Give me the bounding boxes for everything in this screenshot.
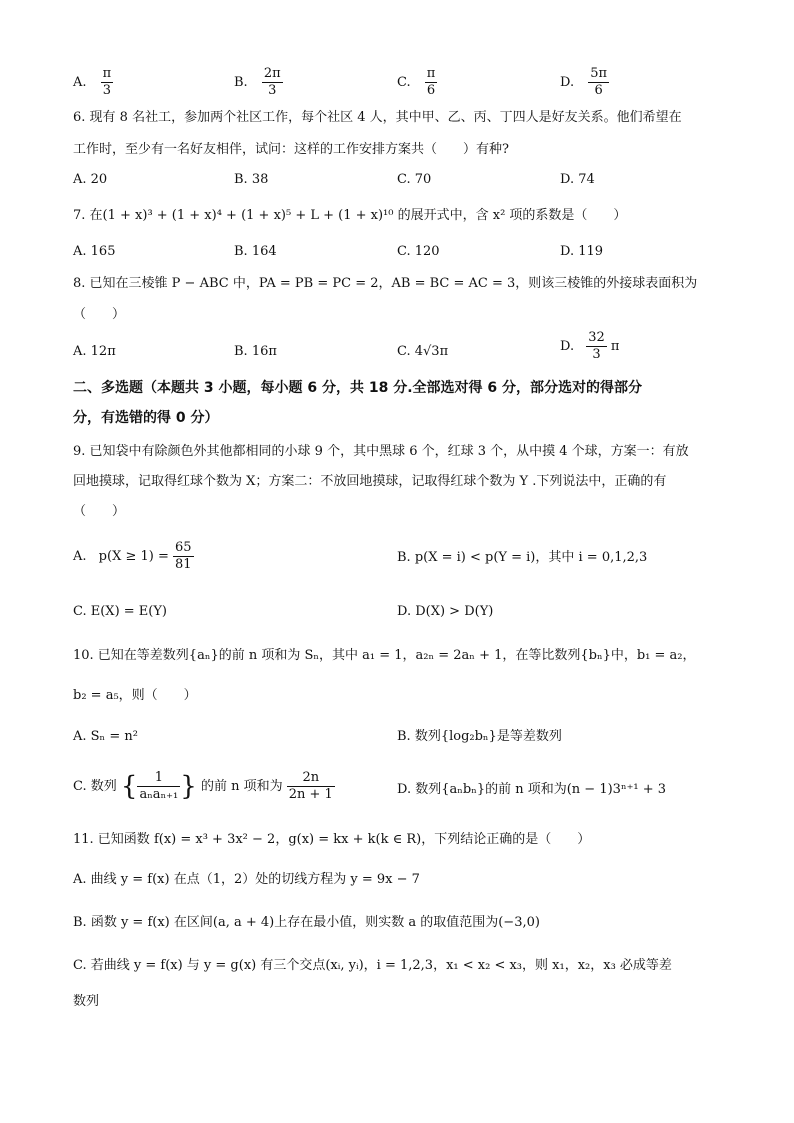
denominator: 81 xyxy=(175,557,192,572)
q9-stem-line1: 9. 已知袋中有除颜色外其他都相同的小球 9 个，其中黑球 6 个，红球 3 个，从中摸 4 个球，方案一：有放 xyxy=(73,444,689,459)
q8-option-c: C. 4√3π xyxy=(397,344,449,359)
q11-option-c-line1: C. 若曲线 y = f(x) 与 y = g(x) 有三个交点(xᵢ, yᵢ)，i = 1,2,3，x₁ < x₂ < x₃，则 x₁，x₂，x₃ 必成等差 xyxy=(73,958,672,973)
q11-option-a: A. 曲线 y = f(x) 在点（1，2）处的切线方程为 y = 9x − 7 xyxy=(73,872,420,887)
q7-option-b: B. 164 xyxy=(234,244,277,259)
q11-option-c-line2: 数列 xyxy=(73,994,100,1009)
q9-option-c: C. E(X) = E(Y) xyxy=(73,604,168,619)
q9-option-b: B. p(X = i) < p(Y = i)，其中 i = 0,1,2,3 xyxy=(397,550,648,565)
q7-option-d: D. 119 xyxy=(560,244,604,259)
q10-option-d: D. 数列{aₙbₙ}的前 n 项和为(n − 1)3ⁿ⁺¹ + 3 xyxy=(397,782,667,797)
numerator: π xyxy=(426,66,436,81)
q7-option-a: A. 165 xyxy=(73,244,116,259)
q5-option-b xyxy=(234,66,283,99)
q5-option-a xyxy=(73,66,113,99)
q8-option-d xyxy=(560,330,619,363)
q6-option-b: B. 38 xyxy=(234,172,269,187)
fraction xyxy=(173,540,194,573)
q9-stem-line2: 回地摸球，记取得红球个数为 X；方案二：不放回地摸球，记取得红球个数为 Y .下列说法中，正确的有 xyxy=(73,474,667,489)
option-label: A. xyxy=(73,549,87,564)
q9-option-d: D. D(X) > D(Y) xyxy=(397,604,494,619)
option-text: 的前 n 项和为 xyxy=(200,779,283,794)
q11-option-b: B. 函数 y = f(x) 在区间(a, a + 4)上存在最小值，则实数 a 的取值范围为(−3,0) xyxy=(73,915,540,930)
q6-option-a: A. 20 xyxy=(73,172,108,187)
fraction xyxy=(137,770,180,803)
q6-option-c: C. 70 xyxy=(397,172,432,187)
option-label: C. xyxy=(397,75,411,90)
q9-stem-line3: （ ） xyxy=(73,504,126,519)
q10-option-c xyxy=(73,770,335,803)
q10-stem-line1: 10. 已知在等差数列{aₙ}的前 n 项和为 Sₙ，其中 a₁ = 1，a₂ₙ = 2aₙ + 1，在等比数列{bₙ}中，b₁ = a₂， xyxy=(73,648,696,663)
q10-option-b: B. 数列{log₂bₙ}是等差数列 xyxy=(397,729,562,744)
denominator: 2n + 1 xyxy=(288,787,333,802)
q9-option-a xyxy=(73,540,194,573)
denominator: 6 xyxy=(594,83,603,98)
denominator: 3 xyxy=(268,83,277,98)
numerator: 65 xyxy=(175,540,192,555)
numerator: 32 xyxy=(588,330,605,345)
denominator: aₙaₙ₊₁ xyxy=(139,787,179,802)
q7-stem: 7. 在(1 + x)³ + (1 + x)⁴ + (1 + x)⁵ + L + (1 + x)¹⁰ 的展开式中，含 x² 项的系数是（ ） xyxy=(73,208,627,223)
q10-option-a: A. Sₙ = n² xyxy=(73,729,138,744)
denominator: 3 xyxy=(592,347,601,362)
q6-option-d: D. 74 xyxy=(560,172,595,187)
option-label: C. 数列 xyxy=(73,779,117,794)
q6-stem-line1: 6. 现有 8 名社工，参加两个社区工作，每个社区 4 人，其中甲、乙、丙、丁四人是好友关系。他们希望在 xyxy=(73,110,682,125)
section-heading-line1: 二、多选题（本题共 3 小题，每小题 6 分，共 18 分.全部选对得 6 分，部分选对的得部分 xyxy=(73,380,643,396)
fraction xyxy=(588,66,609,99)
fraction xyxy=(101,66,114,99)
section-heading-line2: 分，有选错的得 0 分） xyxy=(73,410,219,426)
left-brace: { xyxy=(120,771,138,802)
option-label: D. xyxy=(560,339,575,354)
numerator: 5π xyxy=(590,66,608,81)
q8-option-a: A. 12π xyxy=(73,344,116,359)
numerator: 2π xyxy=(263,66,281,81)
denominator: 6 xyxy=(426,83,436,98)
numerator: 2n xyxy=(287,770,335,787)
q8-option-b: B. 16π xyxy=(234,344,277,359)
numerator: 1 xyxy=(137,770,180,787)
denominator: 3 xyxy=(102,83,112,98)
fraction xyxy=(287,770,335,803)
option-label: D. xyxy=(560,75,575,90)
fraction xyxy=(425,66,438,99)
fraction xyxy=(586,330,607,363)
q6-stem-line2: 工作时，至少有一名好友相伴，试问：这样的工作安排方案共（ ）有种? xyxy=(73,142,509,157)
q5-option-c xyxy=(397,66,437,99)
pi-symbol: π xyxy=(610,339,620,354)
q7-option-c: C. 120 xyxy=(397,244,440,259)
option-label: A. xyxy=(73,75,87,90)
q10-stem-line2: b₂ = a₅，则（ ） xyxy=(73,688,197,703)
fraction xyxy=(262,66,283,99)
q8-stem-line2: （ ） xyxy=(73,307,126,322)
option-label: B. xyxy=(234,75,248,90)
q8-stem-line1: 8. 已知在三棱锥 P − ABC 中，PA = PB = PC = 2，AB = BC = AC = 3，则该三棱锥的外接球表面积为 xyxy=(73,276,698,291)
numerator: π xyxy=(102,66,112,81)
right-brace: } xyxy=(180,771,197,802)
option-expression: p(X ≥ 1) = xyxy=(98,549,169,564)
q5-option-d xyxy=(560,66,609,99)
q11-stem: 11. 已知函数 f(x) = x³ + 3x² − 2，g(x) = kx + k(k ∈ R)，下列结论正确的是（ ） xyxy=(73,832,591,847)
